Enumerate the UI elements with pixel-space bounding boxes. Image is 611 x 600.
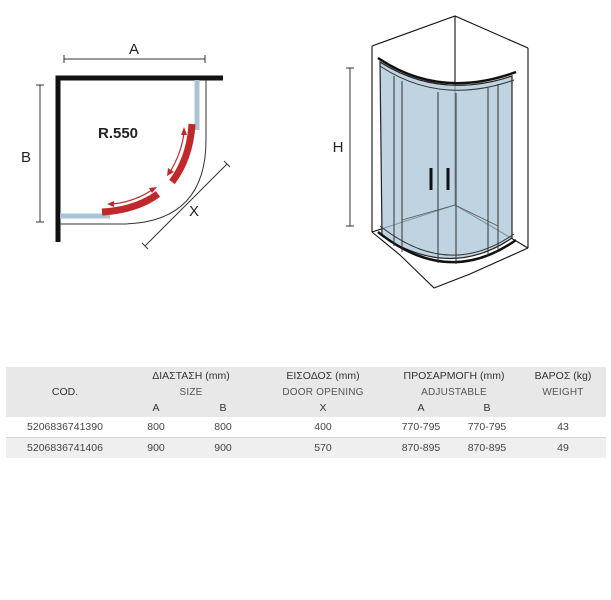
row-weight: 49 [557, 442, 569, 454]
dimension-b [21, 85, 44, 222]
door-opening-header: ΕΙΣΟΔΟΣ (mm) [286, 370, 360, 382]
row-door-x: 570 [314, 442, 332, 454]
row-weight: 43 [557, 421, 569, 433]
row-adj-b: 770-795 [467, 421, 507, 433]
row-adj-b: 870-895 [467, 442, 507, 454]
adjustable-header: ΠΡΟΣΑΡΜΟΓΗ (mm) [403, 370, 505, 382]
row-door-x: 400 [314, 421, 332, 433]
size-a-col: A [152, 402, 160, 414]
dimension-x [142, 161, 230, 249]
adj-b-col: B [483, 402, 491, 414]
adjustable-subheader: ADJUSTABLE [421, 386, 487, 398]
row-adj-a: 770-795 [401, 421, 441, 433]
specification-table [6, 367, 606, 458]
curved-glass-body [380, 62, 512, 259]
row-size-a: 800 [147, 421, 165, 433]
weight-header: ΒΑΡΟΣ (kg) [534, 370, 592, 382]
code-header: COD. [51, 386, 79, 398]
table-row [6, 417, 606, 438]
row-size-b: 800 [214, 421, 232, 433]
dimension-h [333, 68, 354, 226]
door-x-col: X [319, 402, 327, 414]
row-adj-a: 870-895 [401, 442, 441, 454]
dimension-a [64, 41, 205, 63]
size-header: ΔΙΑΣΤΑΣΗ (mm) [152, 370, 230, 382]
top-view-diagram [21, 41, 230, 249]
dimension-h-label: H [332, 139, 344, 156]
radius-label: R.550 [97, 125, 139, 142]
perspective-view-diagram [333, 16, 528, 288]
row-size-b: 900 [214, 442, 232, 454]
dimension-b-label: B [20, 149, 32, 166]
adj-a-col: A [417, 402, 425, 414]
dimension-x-label: X [188, 203, 200, 220]
door-opening-subheader: DOOR OPENING [282, 386, 364, 398]
size-subheader: SIZE [179, 386, 203, 398]
row-size-a: 900 [147, 442, 165, 454]
row-code: 5206836741406 [27, 442, 103, 454]
table-row [6, 438, 606, 459]
weight-subheader: WEIGHT [542, 386, 584, 398]
row-code: 5206836741390 [27, 421, 103, 433]
size-b-col: B [219, 402, 227, 414]
weight-col [520, 399, 606, 417]
dimension-a-label: A [128, 41, 140, 58]
